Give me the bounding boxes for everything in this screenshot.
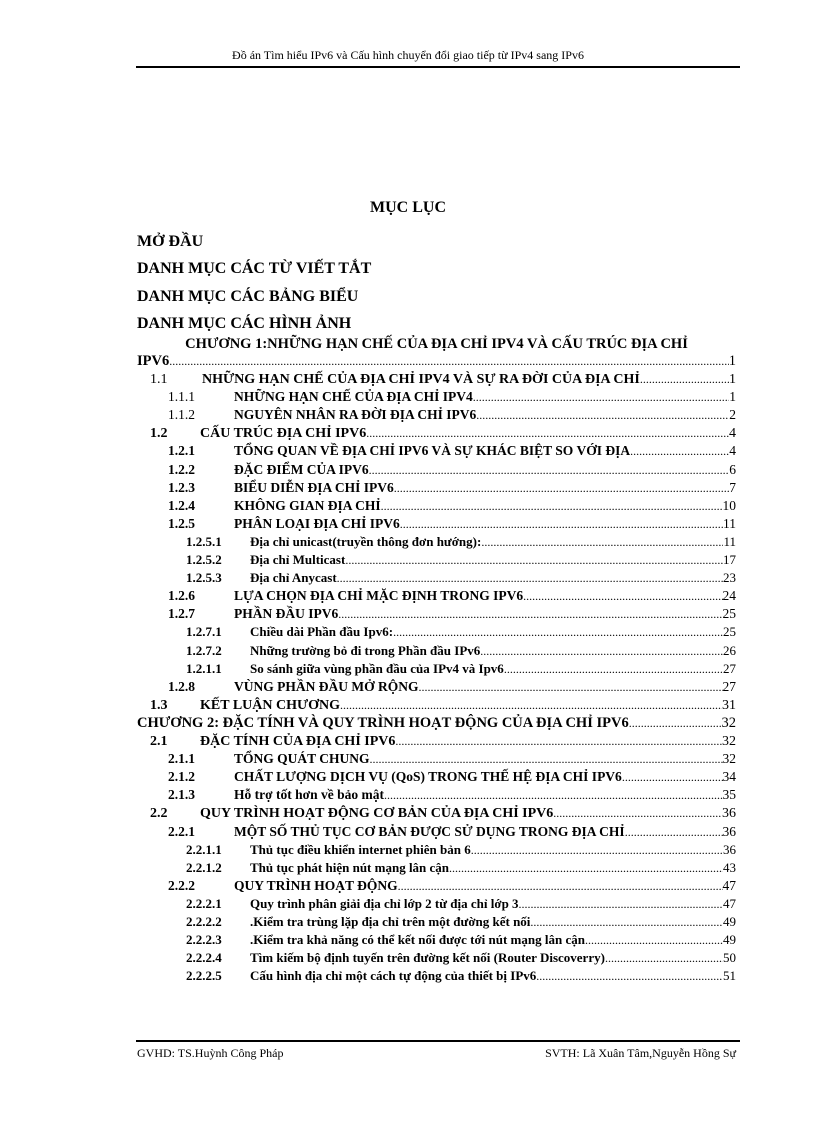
front-matter-figures[interactable]: DANH MỤC CÁC HÌNH ẢNH	[137, 315, 352, 332]
toc-entry-text: KẾT LUẬN CHƯƠNG	[200, 697, 341, 713]
toc-entry-number: 1.1.1	[168, 389, 195, 405]
toc-entry-text: Thủ tục điều khiển internet phiên bản 6	[250, 841, 471, 857]
toc-page-number: 50	[723, 950, 736, 966]
toc-entry-text: PHÂN LOẠI ĐỊA CHỈ IPV6	[234, 515, 400, 531]
front-matter-mo-dau[interactable]: MỞ ĐẦU	[137, 233, 204, 250]
toc-page-number: 10	[722, 497, 736, 513]
toc-page-number: 36	[723, 841, 736, 857]
toc-leader-dots	[337, 569, 723, 587]
toc-row[interactable]	[150, 804, 736, 822]
toc-row[interactable]	[137, 714, 736, 732]
toc-row[interactable]	[150, 696, 736, 714]
toc-leader-dots	[395, 732, 722, 750]
toc-leader-dots	[366, 424, 729, 442]
toc-page-number: 49	[723, 914, 736, 929]
toc-entry-text: MỘT SỐ THỦ TỤC CƠ BẢN ĐƯỢC SỬ DỤNG TRONG ĐỊA CHỈ	[234, 823, 625, 839]
toc-entry-text: CHẤT LƯỢNG DỊCH VỤ (QoS) TRONG THẾ HỆ ĐỊA CHỈ IPV6	[234, 769, 622, 785]
toc-page-number: 7	[729, 479, 736, 495]
toc-leader-dots	[338, 605, 722, 623]
toc-entry-number: 1.2.7.1	[186, 624, 222, 640]
toc-entry-number: 1.2.3	[168, 479, 195, 495]
toc-entry-number: 2.2.1.1	[186, 841, 222, 857]
toc-page-number: 27	[722, 678, 736, 694]
toc-row[interactable]	[168, 515, 736, 533]
toc-entry-number: 2.2	[150, 806, 168, 822]
toc-entry-text: .Kiểm tra khả năng có thể kết nối được tới nút mạng lân cận	[250, 932, 585, 948]
toc-entry-text: ĐẶC TÍNH CỦA ĐỊA CHỈ IPV6	[200, 734, 396, 749]
toc-row[interactable]	[186, 949, 736, 967]
toc-leader-dots	[640, 370, 729, 388]
toc-leader-dots	[481, 533, 723, 551]
toc-entry-text: LỰA CHỌN ĐỊA CHỈ MẶC ĐỊNH TRONG IPV6	[234, 588, 524, 604]
toc-row[interactable]	[168, 479, 736, 497]
toc-entry-number: 1.2	[150, 426, 168, 442]
toc-row[interactable]	[150, 370, 736, 388]
toc-leader-dots	[340, 696, 722, 714]
toc-leader-dots	[630, 442, 729, 460]
toc-entry-number: 1.2.7	[168, 606, 195, 622]
toc-page-number: 1	[728, 353, 736, 369]
toc-row[interactable]	[186, 931, 736, 949]
toc-page-number: 49	[723, 932, 736, 948]
toc-entry-text: TỔNG QUÁT CHUNG	[234, 751, 370, 767]
toc-entry-text: Địa chỉ Multicast	[250, 552, 346, 567]
toc-leader-dots	[394, 479, 729, 497]
toc-page-number: 26	[723, 642, 736, 658]
toc-entry-text: .Kiểm tra trùng lặp địa chỉ trên một đường kết nối	[250, 914, 531, 929]
toc-entry-text: NGUYÊN NHÂN RA ĐỜI ĐỊA CHỈ IPV6	[234, 407, 477, 423]
toc-leader-dots	[471, 841, 723, 859]
toc-row[interactable]	[168, 823, 736, 841]
toc-entry-number: 2.2.2	[168, 877, 195, 893]
toc-entry-text: PHẦN ĐẦU IPV6	[234, 606, 339, 622]
toc-entry-text: VÙNG PHẦN ĐẦU MỞ RỘNG	[234, 678, 419, 694]
toc-row[interactable]	[186, 533, 736, 551]
toc-entry-text: Địa chỉ unicast(truyền thông đơn hướng):	[250, 533, 482, 549]
toc-entry-number: 2.1.1	[168, 751, 195, 767]
toc-row[interactable]	[186, 551, 736, 569]
footer-advisor: GVHD: TS.Huỳnh Công Pháp	[137, 1046, 284, 1060]
toc-leader-dots	[393, 623, 723, 641]
toc-entry-number: 1.2.6	[168, 588, 195, 604]
toc-row[interactable]	[168, 750, 736, 768]
toc-page-number: 36	[722, 823, 736, 839]
toc-entry-text: Cấu hình địa chỉ một cách tự động của thiết bị IPv6	[250, 968, 537, 984]
toc-page-number: 24	[722, 588, 736, 604]
toc-row[interactable]	[186, 642, 736, 660]
toc-row[interactable]	[168, 877, 736, 895]
toc-row[interactable]	[168, 768, 736, 786]
toc-row[interactable]	[168, 587, 736, 605]
toc-page-number: 17	[723, 552, 736, 567]
toc-page-number: 11	[723, 515, 736, 531]
toc-entry-text: Quy trình phân giải địa chỉ lớp 2 từ địa chỉ lớp 3	[250, 895, 519, 911]
toc-leader-dots	[536, 967, 723, 985]
toc-entry-text: NHỮNG HẠN CHẾ CỦA ĐỊA CHỈ IPV4 VÀ SỰ RA ĐỜI CỦA ĐỊA CHỈ	[202, 372, 640, 387]
toc-row[interactable]	[186, 859, 736, 877]
toc-page-number: 1	[729, 389, 736, 405]
toc-page-number: 32	[722, 734, 736, 749]
toc-leader-dots	[585, 931, 723, 949]
toc-page-number: 35	[722, 787, 736, 803]
toc-entry-number: 2.2.1.2	[186, 859, 222, 875]
footer-students: SVTH: Lã Xuân Tâm,Nguyễn Hồng Sự	[545, 1046, 736, 1060]
toc-entry-number: 1.1	[150, 372, 168, 387]
toc-leader-dots	[480, 642, 723, 660]
toc-page-number: 25	[722, 606, 736, 622]
toc-entry-number: 2.2.2.3	[186, 932, 222, 948]
toc-entry-number: 2.1.3	[168, 787, 195, 803]
toc-entry-number: 1.2.5.2	[186, 552, 222, 567]
toc-entry-text: TỔNG QUAN VỀ ĐỊA CHỈ IPV6 VÀ SỰ KHÁC BIỆT SO VỚI ĐỊA	[234, 443, 631, 459]
toc-row[interactable]	[168, 461, 736, 479]
toc-leader-dots	[381, 497, 723, 515]
toc-entry-text: CẤU TRÚC ĐỊA CHỈ IPV6	[200, 426, 367, 442]
toc-row[interactable]	[168, 605, 736, 623]
toc-entry-number: 1.2.7.2	[186, 642, 222, 658]
document-title: MỤC LỤC	[370, 199, 446, 216]
toc-entry-number: 1.3	[150, 697, 168, 713]
toc-row[interactable]	[186, 623, 736, 641]
toc-leader-dots	[384, 786, 723, 804]
toc-row[interactable]	[186, 569, 736, 587]
toc-entry-number: 1.2.1.1	[186, 660, 222, 676]
toc-entry-text: CHƯƠNG 2: ĐẶC TÍNH VÀ QUY TRÌNH HOẠT ĐỘNG CỦA ĐỊA CHỈ IPV6	[137, 714, 629, 731]
toc-leader-dots	[473, 388, 729, 406]
toc-leader-dots	[449, 859, 723, 877]
toc-leader-dots	[370, 750, 723, 768]
front-matter-tables[interactable]: DANH MỤC CÁC BẢNG BIỂU	[137, 288, 359, 305]
toc-page-number: 6	[729, 461, 736, 477]
toc-row[interactable]	[168, 406, 736, 424]
toc-entry-number: 1.2.5.3	[186, 570, 222, 586]
toc-entry-text: Chiều dài Phần đầu Ipv6:	[250, 624, 394, 640]
toc-leader-dots	[625, 823, 723, 841]
toc-page-number: 47	[723, 895, 736, 911]
toc-page-number: 4	[729, 443, 736, 459]
toc-page-number: 51	[723, 968, 736, 984]
toc-entry-text: Hỗ trợ tốt hơn về bảo mật	[234, 787, 384, 803]
toc-page-number: 4	[729, 426, 736, 442]
toc-leader-dots	[605, 949, 723, 967]
toc-leader-dots	[504, 660, 723, 678]
toc-row[interactable]	[186, 913, 736, 931]
toc-row[interactable]	[186, 660, 736, 678]
toc-entry-text: KHÔNG GIAN ĐỊA CHỈ	[234, 497, 381, 513]
toc-leader-dots	[523, 587, 722, 605]
front-matter-abbreviations[interactable]: DANH MỤC CÁC TỪ VIẾT TẮT	[137, 260, 372, 277]
toc-leader-dots	[476, 406, 729, 424]
toc-leader-dots	[629, 714, 722, 732]
toc-entry-text: IPV6	[137, 353, 170, 369]
toc-leader-dots	[398, 877, 723, 895]
toc-entry-text: QUY TRÌNH HOẠT ĐỘNG CƠ BẢN CỦA ĐỊA CHỈ IPV6	[200, 806, 554, 822]
toc-entry-number: 2.2.2.1	[186, 895, 222, 911]
toc-leader-dots	[530, 913, 723, 931]
toc-entry-number: 2.1.2	[168, 769, 195, 785]
toc-row[interactable]	[186, 895, 736, 913]
toc-entry-number: 2.2.2.5	[186, 968, 222, 984]
toc-page-number: 31	[722, 697, 736, 713]
toc-page-number: 11	[723, 533, 736, 549]
toc-entry-text: Thủ tục phát hiện nút mạng lân cận	[250, 859, 450, 875]
toc-row[interactable]	[150, 424, 736, 442]
chapter1-title-line1[interactable]: CHƯƠNG 1:NHỮNG HẠN CHẾ CỦA ĐỊA CHỈ IPV4 VÀ CẤU TRÚC ĐỊA CHỈ	[185, 336, 688, 352]
toc-entry-number: 1.2.4	[168, 497, 195, 513]
toc-entry-number: 1.2.1	[168, 443, 195, 459]
toc-leader-dots	[519, 895, 723, 913]
toc-row[interactable]	[150, 732, 736, 750]
toc-entry-text: Những trường bỏ đi trong Phần đầu IPv6	[250, 642, 481, 658]
toc-row[interactable]	[168, 786, 736, 804]
toc-leader-dots	[553, 804, 722, 822]
toc-row[interactable]	[168, 442, 736, 460]
toc-page-number: 2	[729, 407, 736, 423]
toc-entry-number: 2.2.1	[168, 823, 195, 839]
footer-rule	[136, 1040, 740, 1042]
toc-page-number: 25	[723, 624, 736, 640]
toc-leader-dots	[419, 678, 723, 696]
toc-page-number: 47	[722, 877, 736, 893]
toc-leader-dots	[369, 461, 730, 479]
toc-entry-text: Tìm kiếm bộ định tuyến trên đường kết nối (Router Discoverry)	[250, 950, 605, 966]
toc-page-number: 43	[723, 859, 736, 875]
toc-entry-text: QUY TRÌNH HOẠT ĐỘNG	[234, 877, 398, 893]
toc-entry-number: 2.1	[150, 734, 168, 749]
toc-leader-dots	[622, 768, 723, 786]
toc-page-number: 36	[722, 806, 736, 822]
toc-page-number: 1	[729, 372, 736, 387]
toc-leader-dots	[345, 551, 723, 569]
toc-page-number: 32	[722, 751, 736, 767]
toc-entry-number: 1.2.2	[168, 461, 195, 477]
toc-entry-text: Địa chỉ Anycast	[250, 570, 337, 586]
toc-page-number: 34	[722, 769, 736, 785]
toc-row[interactable]	[168, 497, 736, 515]
toc-row[interactable]	[186, 841, 736, 859]
toc-entry-number: 1.2.5.1	[186, 533, 222, 549]
toc-entry-text: BIỂU DIỄN ĐỊA CHỈ IPV6	[234, 479, 394, 495]
toc-entry-number: 2.2.2.4	[186, 950, 222, 966]
toc-row[interactable]	[168, 388, 736, 406]
toc-entry-number: 2.2.2.2	[186, 914, 222, 929]
toc-row[interactable]	[168, 678, 736, 696]
page-header-title: Đồ án Tìm hiểu IPv6 và Cấu hình chuyển đổi giao tiếp từ IPv4 sang IPv6	[232, 48, 584, 62]
toc-entry-text: ĐẶC ĐIỂM CỦA IPV6	[234, 461, 369, 477]
toc-entry-text: So sánh giữa vùng phần đầu của IPv4 và Ipv6	[250, 660, 504, 676]
toc-entry-text: NHỮNG HẠN CHẾ CỦA ĐỊA CHỈ IPV4	[234, 389, 473, 405]
toc-leader-dots	[400, 515, 723, 533]
toc-entry-number: 1.1.2	[168, 407, 195, 423]
toc-row[interactable]	[186, 967, 736, 985]
toc-entry-number: 1.2.8	[168, 678, 195, 694]
toc-entry-number: 1.2.5	[168, 515, 195, 531]
toc-page-number: 23	[723, 570, 736, 586]
toc-page-number: 32	[721, 714, 736, 731]
toc-page-number: 27	[723, 660, 736, 676]
